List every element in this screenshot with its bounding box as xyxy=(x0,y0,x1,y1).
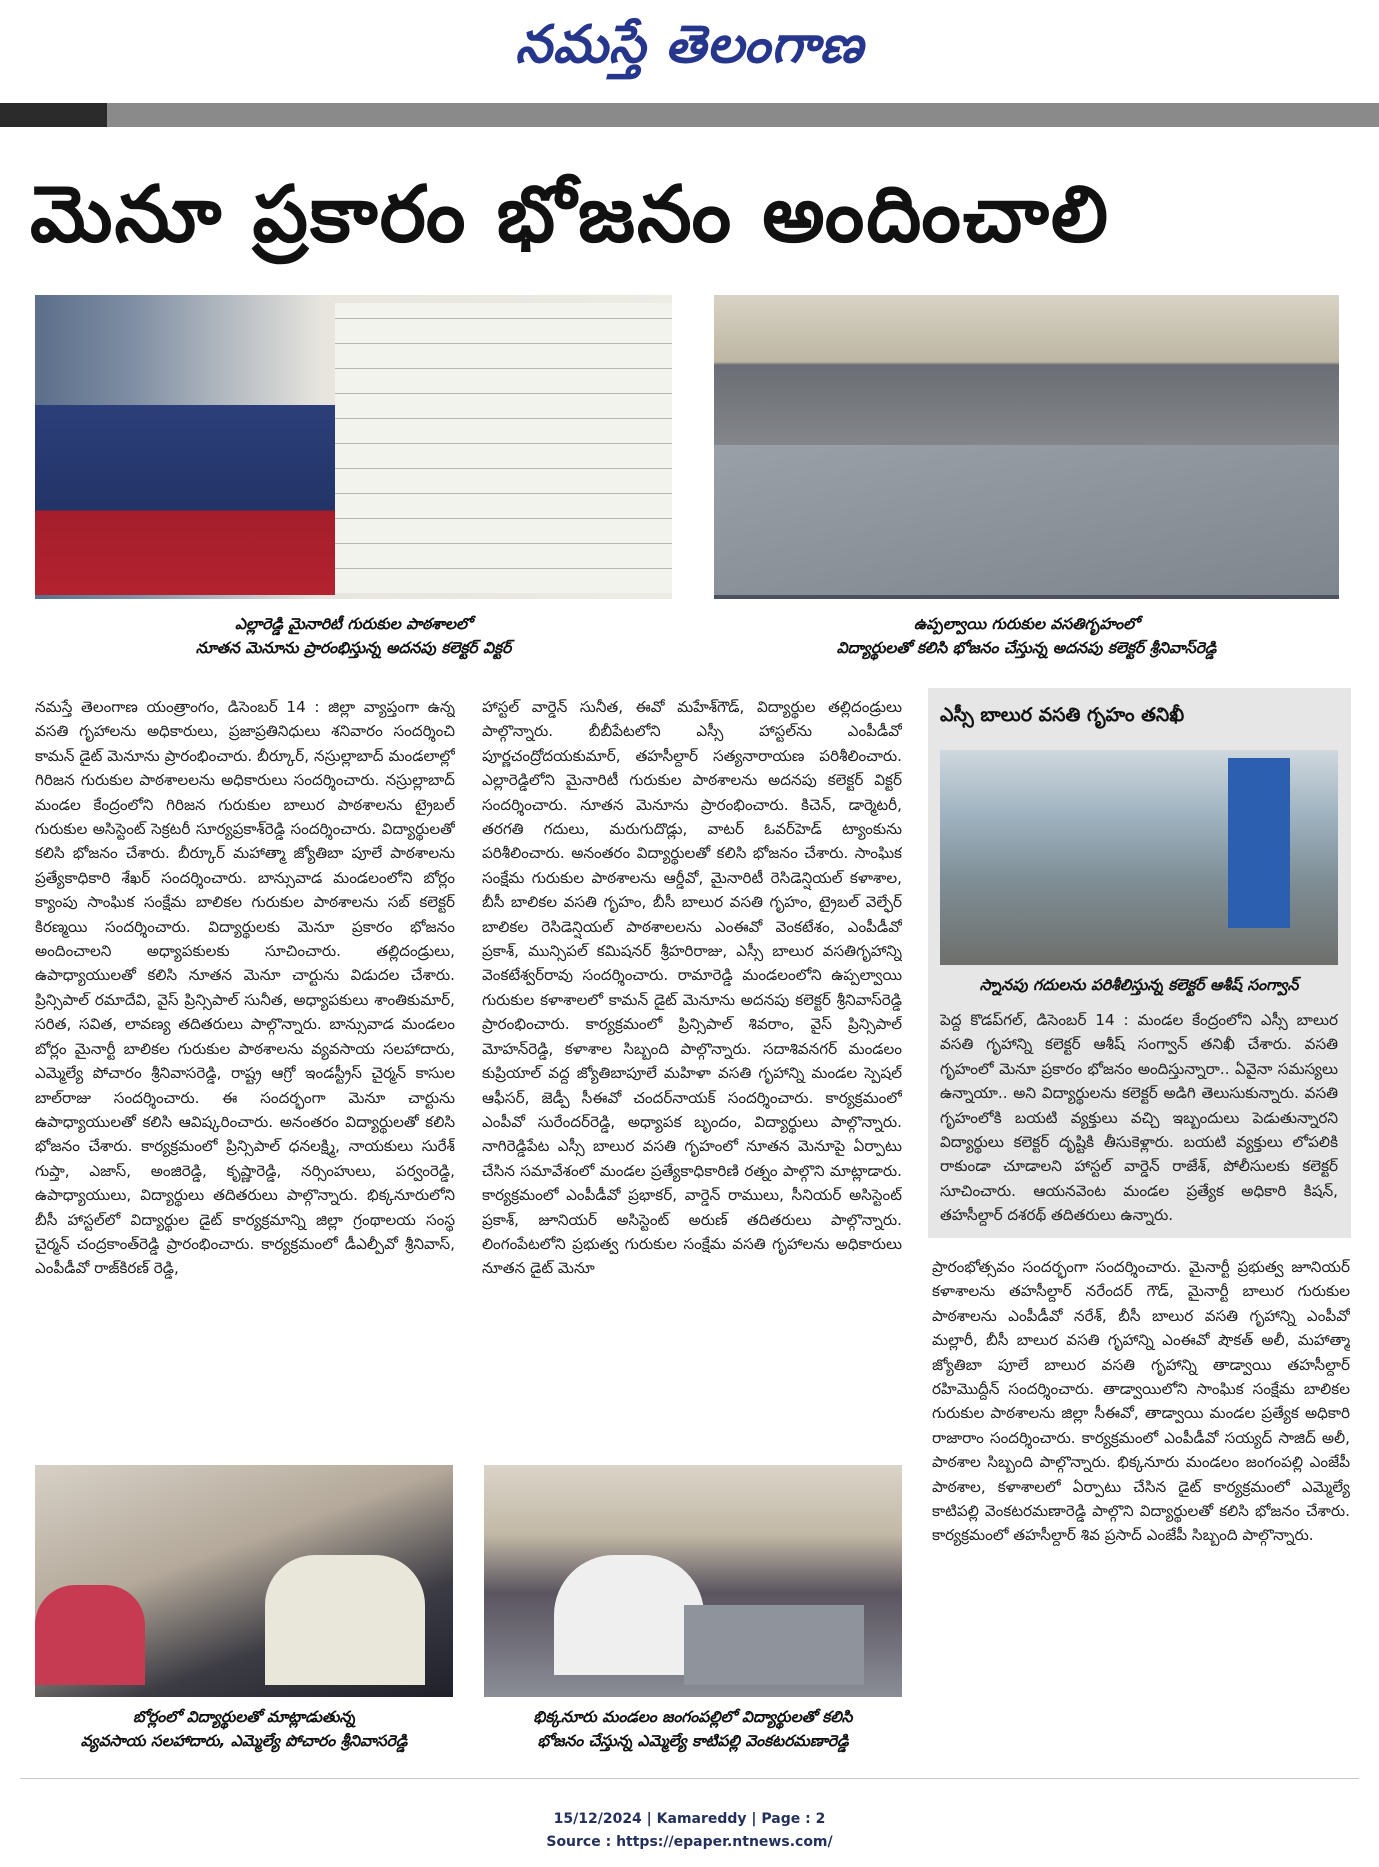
photo-talk-caption xyxy=(35,1705,453,1753)
dining-table-image xyxy=(684,1605,864,1685)
masthead-rule xyxy=(0,103,1379,127)
article-text: పెద్ద కొడప్‌గల్, డిసెంబర్ 14 : మండల కేంద్రంలోని ఎస్సీ బాలుర వసతి గృహాన్ని కలెక్టర్ ఆశీష్ సంగ్వాన్ తనిఖీ చేశారు. వసతి గృహంలో మెనూ ప్రకారం భోజనం అందిస్తున్నారా.. ఏవైనా సమస్యలు ఉన్నాయా.. అని విద్యార్థులను కలెక్టర్ అడిగి తెలుసుకున్నారు. వసతి గృహంలోకి బయటి వ్యక్తులు వచ్చి ఇబ్బందులు పెడుతున్నారని విద్యార్థులు కలెక్టర్ దృష్టికి తీసుకెళ్లారు. బయటి వ్యక్తులు లోపలికి రాకుండా చూడాలని హాస్టల్ వార్డెన్ రాజేశ్, పోలీసులకు కలెక్టర్ సూచించారు. ఆయనవెంట మండల ప్రత్యేక అధికారి కిషన్, తహసీల్దార్ దశరథ్ తదితరులు ఉన్నారు. xyxy=(940,1011,1338,1225)
article-column-2 xyxy=(482,695,902,1460)
photo-menu-board xyxy=(35,295,672,599)
article-text: హాస్టల్ వార్డెన్ సునీత, ఈవో మహేశ్‌గౌడ్, విద్యార్థుల తల్లిదండ్రులు పాల్గొన్నారు. బీబీపేటలోని ఎస్సీ హాస్టల్‌ను ఎంపీడీవో పూర్ణచంద్రోదయకుమార్, తహసీల్దార్ సత్యనారాయణ పరిశీలించారు. ఎల్లారెడ్డిలోని మైనారిటీ గురుకుల పాఠశాలను అదనపు కలెక్టర్ విక్టర్ సందర్శించారు. నూతన మెనూను ప్రారంభించారు. కిచెన్, డార్మెటరీ, తరగతి గదులు, మరుగుదొడ్లు, వాటర్ ఓవర్‌హెడ్ ట్యాంకును పరిశీలించారు. అనంతరం విద్యార్థులతో కలిసి భోజనం చేశారు. సాంఘిక సంక్షేమ గురుకుల పాఠశాలను ఆర్డీవో, మైనారిటీ రెసిడెన్షియల్ కళాశాల, బీసీ బాలికల వసతి గృహం, బీసీ బాలుర వసతి గృహం, ట్రైబల్ వెల్ఫేర్ బాలికల రెసిడెన్షియల్ పాఠశాలలను ఎంఈవో వెంకటేశం, ఎంపీడీవో ప్రకాశ్, మున్సిపల్ కమిషనర్ శ్రీహరిరాజు, ఎస్సీ బాలుర వసతిగృహాన్ని వెంకటేశ్వర్‌రావు సందర్శించారు. రామారెడ్డి మండలంలోని ఉప్పల్వాయి గురుకుల కళాశాలలో కామన్ డైట్ మెనూను అదనపు కలెక్టర్ శ్రీనివాస్‌రెడ్డి ప్రారంభించారు. కార్యక్రమంలో ప్రిన్సిపాల్ శివరాం, వైస్ ప్రిన్సిపాల్ మోహన్‌రెడ్డి, కళాశాల సిబ్బంది పాల్గొన్నారు. సదాశివనగర్ మండలం కుప్రియాల్ వద్ద జ్యోతిబాపూలే మహిళా వసతి గృహాన్ని మండల స్పెషల్ ఆఫీసర్, జెడ్పీ సీఈవో చందర్‌నాయక్ సందర్శించారు. కార్యక్రమంలో ఎంపీవో సురేందర్‌రెడ్డి, అధ్యాపక బృందం, విద్యార్థులు పాల్గొన్నారు. నాగిరెడ్డిపేట ఎస్సీ బాలుర వసతి గృహంలో నూతన మెనూపై ఏర్పాటు చేసిన సమావేశంలో మండల ప్రత్యేకాధికారిణి రత్నం పాల్గొని మాట్లాడారు. కార్యక్రమంలో ఎంపీడీవో ప్రభాకర్, వార్డెన్ రాములు, సీనియర్ అసిస్టెంట్ ప్రకాశ్, జూనియర్ అసిస్టెంట్ అరుణ్ తదితరులు పాల్గొన్నారు. లింగంపేటలోని ప్రభుత్వ గురుకుల సంక్షేమ వసతి గృహాలను అధికారులు నూతన డైట్ మెనూ xyxy=(482,698,902,1278)
people-image xyxy=(35,1585,145,1685)
photo-dining xyxy=(714,295,1339,599)
footer-divider xyxy=(20,1778,1359,1779)
students-image xyxy=(35,405,335,595)
caption-line: ఉప్పల్వాయి గురుకుల వసతిగృహంలో xyxy=(913,615,1140,633)
photo-borlam-talk xyxy=(35,1465,453,1697)
caption-line: నూతన మెనూను ప్రారంభిస్తున్న అదనపు కలెక్టర్ విక్టర్ xyxy=(195,639,512,657)
caption-line: భోజనం చేస్తున్న ఎమ్మెల్యే కాటిపల్లి వెంకటరమణారెడ్డి xyxy=(537,1732,849,1750)
box-title: ఎస్సీ బాలుర వసతి గృహం తనిఖీ xyxy=(940,704,1185,726)
caption-line: విద్యార్థులతో కలిసి భోజనం చేస్తున్న అదనపు కలెక్టర్ శ్రీనివాస్‌రెడ్డి xyxy=(836,639,1217,657)
caption-line: బోర్లంలో విద్యార్థులతో మాట్లాడుతున్న xyxy=(133,1708,355,1726)
caption-line: ఎల్లారెడ్డి మైనారిటీ గురుకుల పాఠశాలలో xyxy=(235,615,472,633)
sidebar-story-box xyxy=(928,688,1351,1238)
article-column-1 xyxy=(35,695,455,1460)
people-image xyxy=(554,1555,704,1675)
photo-jangampalli-caption xyxy=(484,1705,902,1753)
caption-line: భిక్కనూరు మండలం జంగంపల్లిలో విద్యార్థులతో కలిసి xyxy=(533,1708,853,1726)
edition-info: 15/12/2024 | Kamareddy | Page : 2 xyxy=(553,1811,826,1827)
masthead xyxy=(0,0,1379,100)
box-article-text xyxy=(940,1008,1338,1233)
page-headline: మెనూ ప్రకారం భోజనం అందించాలి xyxy=(30,170,1111,260)
box-photo-caption: స్నానపు గదులను పరిశీలిస్తున్న కలెక్టర్ ఆశీష్ సంగ్వాన్ xyxy=(979,976,1299,994)
article-column-3 xyxy=(932,1255,1350,1760)
door-image xyxy=(1228,758,1290,928)
photo-washroom-inspection xyxy=(940,750,1338,965)
photo-dining-caption xyxy=(714,612,1339,660)
caption-line: వ్యవసాయ సలహాదారు, ఎమ్మెల్యే పోచారం శ్రీనివాసరెడ్డి xyxy=(80,1732,408,1750)
masthead-rule-accent xyxy=(0,103,107,127)
article-text: ప్రారంభోత్సవం సందర్భంగా సందర్శించారు. మైనార్టీ ప్రభుత్వ జూనియర్ కళాశాలను తహసీల్దార్ నరేందర్ గౌడ్, మైనార్టీ బాలుర గురుకుల పాఠశాలను ఎంపీడీవో నరేశ్, బీసీ బాలుర వసతి గృహాన్ని ఎంపీవో మల్లారీ, బీసీ బాలుర వసతి గృహాన్ని ఎంఈవో షౌకత్ అలీ, మహాత్మా జ్యోతిబా పూలే బాలుర వసతి గృహాన్ని తాడ్వాయి తహసీల్దార్ రహిమొద్దీన్ సందర్శించారు. తాడ్వాయిలోని సాంఘిక సంక్షేమ బాలికల గురుకుల పాఠశాలను జిల్లా సీఈవో, తాడ్వాయి మండల ప్రత్యేక అధికారి రాజారాం సందర్శించారు. కార్యక్రమంలో ఎంపీడీవో సయ్యద్ సాజిద్ అలీ, పాఠశాల సిబ్బంది పాల్గొన్నారు. భిక్కనూరు మండలం జంగంపల్లి ఎంజేపీ పాఠశాల, కళాశాలలో ఏర్పాటు చేసిన డైట్ కార్యక్రమంలో ఎమ్మెల్యే కాటిపల్లి వెంకటరమణారెడ్డి పాల్గొని విద్యార్థులతో కలిసి భోజనం చేశారు. కార్యక్రమంలో తహసీల్దార్ శివ ప్రసాద్ ఎంజేపీ సిబ్బంది పాల్గొన్నారు. xyxy=(932,1258,1350,1545)
photo-jangampalli-meal xyxy=(484,1465,902,1697)
people-image xyxy=(265,1555,425,1685)
menu-chart-image xyxy=(335,303,672,593)
dining-table-image xyxy=(714,445,1339,595)
source-link[interactable]: Source : https://epaper.ntnews.com/ xyxy=(546,1834,833,1850)
newspaper-logo: నమస్తే తెలంగాణ xyxy=(515,14,864,75)
photo-menu-caption xyxy=(35,612,672,660)
article-text: నమస్తే తెలంగాణ యంత్రాంగం, డిసెంబర్ 14 : జిల్లా వ్యాప్తంగా ఉన్న వసతి గృహాలను అధికారులు, ప్రజాప్రతినిధులు శనివారం సందర్శించి కామన్ డైట్ మెనూను ప్రారంభించారు. బీర్కూర్, నస్రుల్లాబాద్ మండలాల్లో గిరిజన గురుకుల పాఠశాలలను అధికారులు సందర్శించారు. నస్రుల్లాబాద్ మండల కేంద్రంలోని గిరిజన గురుకుల బాలుర పాఠశాలను ట్రైబల్ గురుకుల అసిస్టెంట్ సెక్రటరీ సూర్యప్రకాశ్‌రెడ్డి సందర్శించారు. విద్యార్థులతో కలిసి భోజనం చేశారు. బీర్కూర్ మహాత్మా జ్యోతిబా పూలే పాఠశాలను ప్రత్యేకాధికారి శేఖర్ సందర్శించారు. బాన్సువాడ మండలంలోని బోర్లం క్యాంపు సాంఘిక సంక్షేమ బాలికల గురుకుల పాఠశాలను సబ్ కలెక్టర్ కిరణ్మయి సందర్శించారు. విద్యార్థులకు మెనూ ప్రకారం భోజనం అందించాలని అధ్యాపకులకు సూచించారు. తల్లిదండ్రులు, ఉపాధ్యాయులతో కలిసి నూతన మెనూ చార్టును విడుదల చేశారు. ప్రిన్సిపాల్ రమాదేవి, వైస్ ప్రిన్సిపాల్ సునీత, అధ్యాపకులు శాంతికుమార్, సరిత, సవిత, లావణ్య తదితరులు పాల్గొన్నారు. బాన్సువాడ మండలం బోర్లం మైనార్టీ బాలికల గురుకుల పాఠశాలను వ్యవసాయ సలహాదారు, ఎమ్మెల్యే పోచారం శ్రీనివాసరెడ్డి, రాష్ట్ర ఆగ్రో ఇండస్ట్రీస్ చైర్మన్ కాసుల బాల్‌రాజు సందర్శించారు. ఈ సందర్భంగా మెనూ చార్టును ఉపాధ్యాయులతో కలిసి ఆవిష్కరించారు. అనంతరం విద్యార్థులతో కలిసి భోజనం చేశారు. కార్యక్రమంలో ప్రిన్సిపాల్ ధనలక్ష్మి, నాయకులు సురేశ్ గుప్తా, ఎజాస్, అంజిరెడ్డి, కృష్ణారెడ్డి, నర్సింహులు, పర్వంరెడ్డి, ఉపాధ్యాయులు, విద్యార్థులు తదితరులు పాల్గొన్నారు. భిక్కనూరులోని బీసీ హాస్టల్‌లో విద్యార్థుల డైట్ కార్యక్రమాన్ని జిల్లా గ్రంథాలయ సంస్థ చైర్మన్ చంద్రకాంత్‌రెడ్డి ప్రారంభించారు. కార్యక్రమంలో డీఎల్పీవో శ్రీనివాస్, ఎంపీడీవో రాజ్‌కిరణ్ రెడ్డి, xyxy=(35,698,455,1278)
page-footer xyxy=(0,1808,1379,1854)
